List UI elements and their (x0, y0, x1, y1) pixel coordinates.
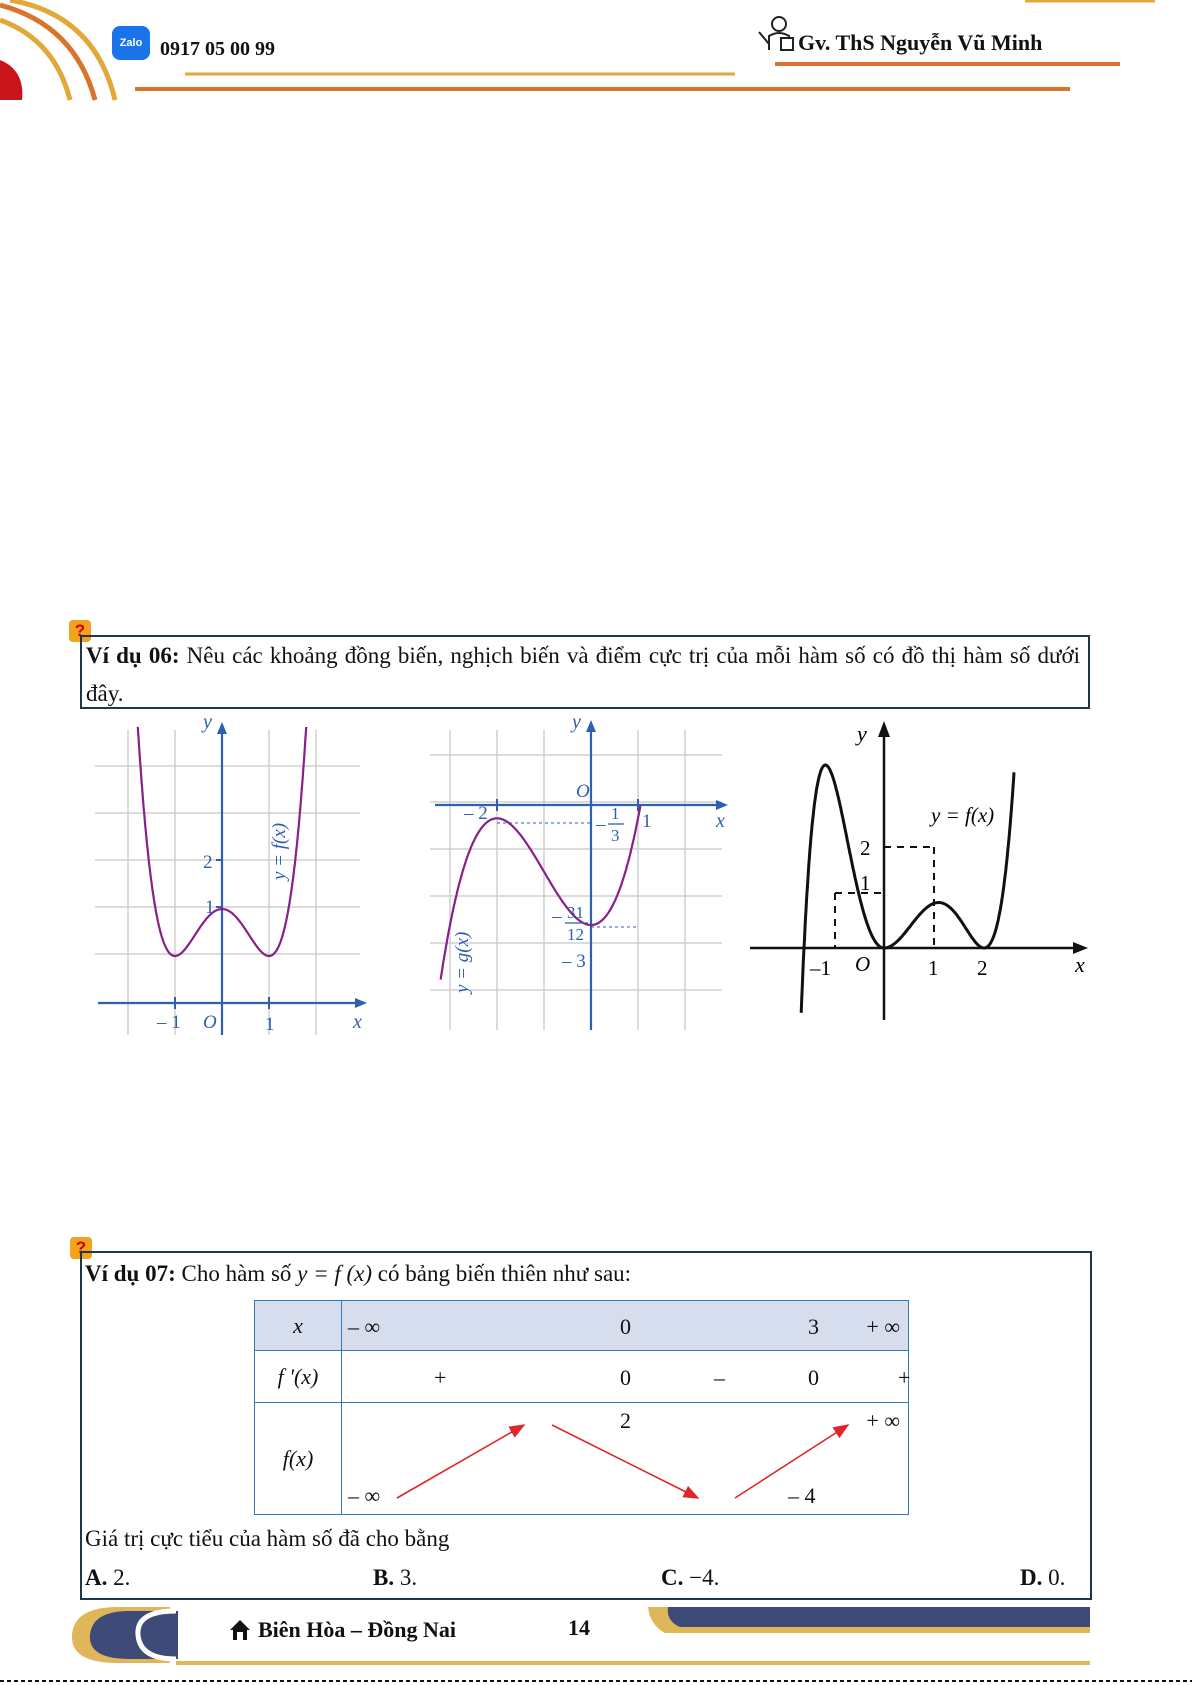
answer-b[interactable] (373, 1565, 417, 1591)
graph-1 (95, 710, 375, 1035)
question-icon: ? (69, 620, 91, 642)
page-number: 14 (568, 1615, 590, 1640)
teacher-name: Gv. ThS Nguyễn Vũ Minh (798, 30, 1043, 55)
graph-1-origin: O (203, 1012, 217, 1033)
row-f-values (342, 1403, 909, 1515)
graph-1-tick-m1: – 1 (157, 1012, 181, 1033)
example-06-body: Nêu các khoảng đồng biến, nghịch biến và điểm cực trị của mỗi hàm số có đồ thị hàm số dưới đây. (86, 643, 1080, 706)
sign: 0 (808, 1365, 819, 1390)
graph-2-ylabel: y (572, 711, 581, 733)
answer-letter: D. (1020, 1565, 1043, 1590)
sign: – (714, 1365, 725, 1390)
answer-letter: B. (373, 1565, 395, 1590)
footer-decoration (0, 1605, 1192, 1685)
answer-text: 2. (107, 1565, 131, 1590)
example-07-question: Giá trị cực tiểu của hàm số đã cho bằng (85, 1526, 450, 1551)
graph-2-tick-1: 1 (642, 811, 652, 832)
example-07-label: Ví dụ 07: (85, 1261, 176, 1286)
f-val: – ∞ (348, 1483, 381, 1508)
graph-3-origin: O (855, 952, 871, 976)
example-06-box (80, 635, 1090, 709)
graph-2-frac-den: 12 (567, 925, 584, 944)
teacher-icon (757, 14, 797, 54)
row-fp-label: f '(x) (255, 1351, 342, 1403)
graph-3-tick-1: 1 (928, 956, 939, 980)
graph-3-tick-2: 2 (977, 956, 988, 980)
graph-2-tick-m2: – 2 (464, 803, 488, 824)
f-val: 2 (620, 1408, 631, 1433)
answer-c[interactable] (661, 1565, 719, 1591)
svg-text:–: – (596, 814, 606, 835)
f-val: + ∞ (866, 1408, 900, 1433)
graph-2-third-num: 1 (611, 804, 620, 823)
graph-3-tick-y2: 2 (860, 836, 871, 860)
footer-place: Biên Hòa – Đồng Nai (258, 1617, 457, 1642)
graph-2-tick-m3: – 3 (562, 951, 586, 972)
f-val: – 4 (788, 1483, 816, 1508)
example-07-intro: Cho hàm số (175, 1261, 298, 1286)
graph-3-ylabel: y (857, 721, 867, 746)
answer-letter: C. (661, 1565, 684, 1590)
sign: + (898, 1365, 911, 1390)
graph-1-tick-y2: 2 (203, 852, 213, 873)
question-icon: ? (70, 1237, 92, 1259)
graph-2 (430, 710, 730, 1030)
row-fp-values (342, 1351, 909, 1403)
row-x-values (342, 1301, 909, 1351)
sign: 0 (620, 1365, 631, 1390)
phone-number: 0917 05 00 99 (160, 38, 275, 60)
answer-text: −4. (683, 1565, 720, 1590)
graph-2-frac-num: 31 (567, 903, 584, 922)
graph-1-tick-1: 1 (265, 1014, 275, 1035)
graph-2-third-den: 3 (611, 826, 620, 845)
graph-3-tick-y1: 1 (860, 871, 871, 895)
home-icon (228, 1618, 252, 1642)
row-f-label: f(x) (255, 1403, 342, 1515)
example-07-outro: có bảng biến thiên như sau: (372, 1261, 632, 1286)
graph-2-xlabel: x (716, 810, 725, 832)
row-x-label: x (255, 1301, 342, 1351)
svg-text:–: – (552, 906, 562, 927)
answer-letter: A. (85, 1565, 108, 1590)
graph-1-fname: y = f(x) (269, 822, 290, 880)
example-07-func: y = f (x) (297, 1261, 373, 1286)
graph-3-fname: y = f(x) (931, 803, 995, 827)
answer-text: 3. (394, 1565, 418, 1590)
graph-3-xlabel: x (1075, 952, 1085, 977)
graph-1-tick-y1: 1 (205, 897, 215, 918)
x-val: – ∞ (348, 1314, 381, 1339)
x-val: 3 (808, 1314, 819, 1339)
graph-1-ylabel: y (203, 711, 212, 733)
graph-1-xlabel: x (353, 1011, 362, 1033)
example-06-label: Ví dụ 06: (86, 643, 180, 668)
answer-text: 0. (1042, 1565, 1066, 1590)
graph-3-tick-m1: –1 (810, 956, 831, 980)
example-06-text (82, 637, 1088, 713)
zalo-icon: Zalo (112, 26, 150, 60)
graph-2-origin: O (576, 781, 590, 802)
graph-2-fname: y = g(x) (452, 931, 473, 993)
x-val: + ∞ (866, 1314, 900, 1339)
variation-table (254, 1300, 909, 1515)
x-val: 0 (620, 1314, 631, 1339)
graph-3 (745, 715, 1090, 1025)
example-07-text (85, 1255, 631, 1293)
answer-a[interactable] (85, 1565, 130, 1591)
answer-d[interactable] (1020, 1565, 1065, 1591)
sign: + (434, 1365, 447, 1390)
